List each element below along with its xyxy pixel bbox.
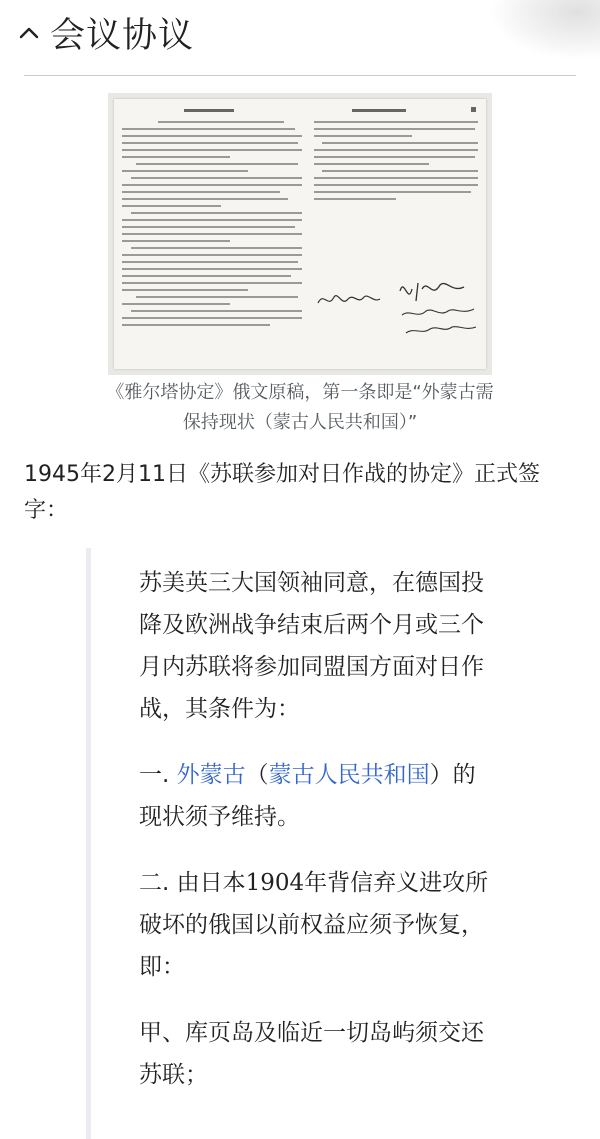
doc-page-number-mark (471, 107, 476, 112)
quote-paragraph-2-rest: ）的现状须予维持。 (139, 762, 476, 830)
section-title: 会议协议 (50, 16, 195, 56)
intro-paragraph: 1945年2月11日《苏联参加对日作战的协定》正式签字： (24, 462, 540, 523)
quote-paragraph-2 (139, 754, 489, 838)
yalta-document-image[interactable] (108, 93, 492, 375)
year-number: 1904 (245, 870, 305, 896)
quote-paragraph-3-end: 年背信弃义进攻所破坏的俄国以前权益应须予恢复，即： (139, 870, 489, 980)
chevron-up-icon[interactable] (18, 22, 40, 44)
figure-caption: 《雅尔塔协定》俄文原稿，第一条即是“外蒙古需保持现状（蒙古人民共和国）” (106, 382, 494, 433)
doc-heading-mark (352, 109, 406, 112)
section-divider (24, 75, 576, 76)
paren-open: （ (245, 762, 269, 788)
document-scan (114, 99, 486, 369)
item-number: 一. (139, 762, 177, 788)
outer-mongolia-link[interactable]: 外蒙古 (176, 762, 246, 788)
section-header-toggle[interactable] (18, 8, 578, 58)
quote-paragraph-1: 苏美英三大国领袖同意，在德国投降及欧洲战争结束后两个月或三个月内苏联将参加同盟国方面对日作战，其条件为： (139, 570, 484, 722)
mongolian-peoples-republic-link[interactable]: 蒙古人民共和国 (268, 762, 430, 788)
doc-right-column (314, 121, 478, 205)
signatures-graphic (314, 269, 484, 344)
doc-heading-mark (184, 109, 234, 112)
quote-paragraph-4: 甲、库页岛及临近一切岛屿须交还苏联； (139, 1020, 484, 1088)
doc-left-column (122, 121, 302, 331)
quote-paragraph-3 (139, 862, 489, 988)
quote-paragraph-3-start: 二. 由日本 (139, 870, 246, 896)
agreement-blockquote (86, 548, 591, 1139)
